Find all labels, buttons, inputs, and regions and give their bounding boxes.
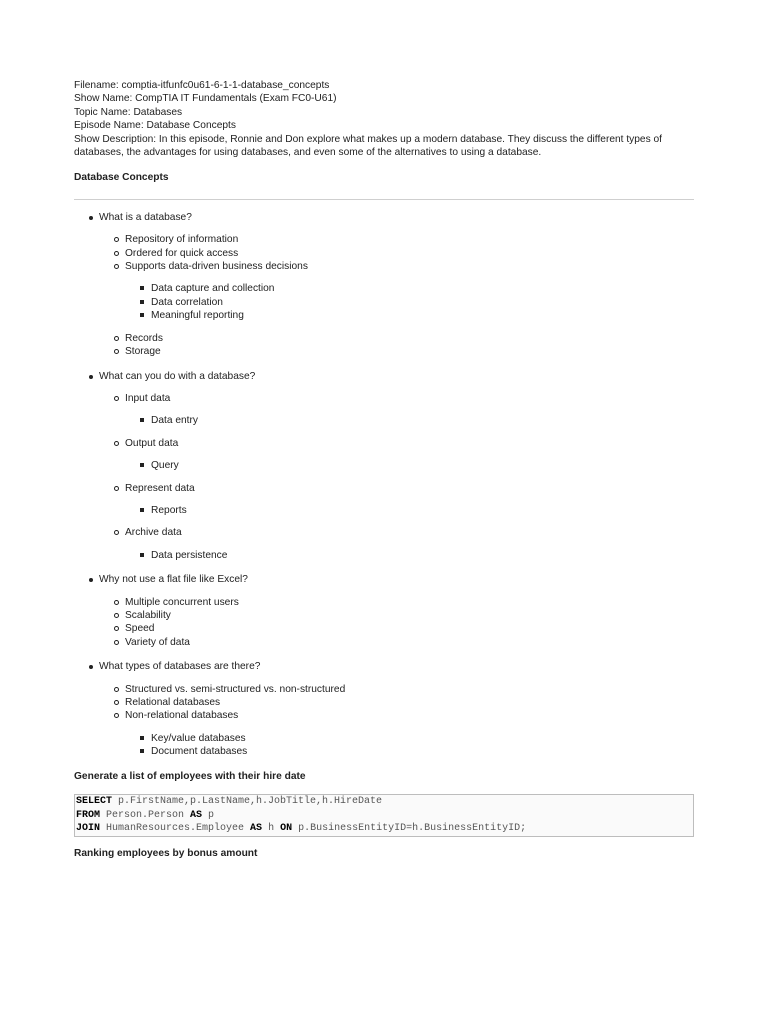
outline-detail-item [125, 504, 694, 517]
outline-detail-text: Data capture and collection [151, 283, 275, 295]
outline-item-text: What is a database? [99, 211, 192, 223]
outline-sublist [99, 683, 694, 759]
code-keyword: JOIN [76, 823, 101, 835]
outline-sublist [99, 392, 694, 562]
outline-subitem-text: Multiple concurrent users [125, 596, 239, 608]
outline-detail-item [125, 732, 694, 745]
outline-subitem [99, 526, 694, 562]
code-keyword: SELECT [76, 796, 113, 808]
outline-subitem-text: Variety of data [125, 636, 190, 648]
section-divider [74, 199, 694, 200]
outline-detail-item [125, 282, 694, 295]
outline-detail-item [125, 309, 694, 322]
outline-detail-list [125, 732, 694, 759]
code-keyword: ON [280, 823, 293, 835]
outline-sublist [99, 596, 694, 650]
outline-item-text: What can you do with a database? [99, 370, 256, 382]
outline-subitem [99, 622, 694, 635]
code-keyword: AS [250, 823, 263, 835]
outline-subitem-text: Structured vs. semi-structured vs. non-structured [125, 683, 346, 695]
code-text: p.BusinessEntityID=h.BusinessEntityID; [292, 823, 527, 835]
outline-subitem-text: Input data [125, 392, 171, 404]
show-description: Show Description: In this episode, Ronnie and Don explore what makes up a modern database. They discuss the different types of databases, the advantages for using databases, and even some of the alternatives to using a database. [74, 133, 663, 159]
code-line-1 [76, 795, 693, 809]
document-page [74, 79, 694, 860]
outline-subitem-text: Archive data [125, 527, 182, 539]
outline-detail-text: Document databases [151, 746, 248, 758]
outline-detail-list [125, 549, 694, 562]
outline-subitem-text: Relational databases [125, 697, 221, 708]
outline-subitem [99, 332, 694, 345]
outline-subitem-text: Non-relational databases [125, 710, 239, 722]
topic-name-line: Topic Name: Databases [74, 106, 183, 118]
code-line-3 [76, 822, 693, 836]
outline-detail-list [125, 459, 694, 472]
code-text: p [202, 809, 215, 821]
outline-subitem-text: Scalability [125, 609, 171, 621]
outline-detail-text: Data correlation [151, 296, 223, 308]
ranking-heading: Ranking employees by bonus amount [74, 847, 258, 859]
outline-sublist [99, 233, 694, 358]
code-keyword: AS [190, 809, 203, 821]
outline-subitem-text: Represent data [125, 482, 195, 494]
outline-subitem-text: Repository of information [125, 234, 239, 246]
outline-subitem [99, 233, 694, 246]
employees-heading: Generate a list of employees with their hire date [74, 770, 306, 782]
outline-detail-list [125, 414, 694, 427]
filename-line: Filename: comptia-itfunfc0u61-6-1-1-database_concepts [74, 80, 330, 91]
code-text: p.FirstName,p.LastName,h.JobTitle,h.HireDate [112, 796, 383, 808]
outline-subitem-text: Storage [125, 346, 161, 358]
outline-subitem [99, 609, 694, 622]
outline-subitem-text: Output data [125, 437, 179, 449]
outline-subitem [99, 437, 694, 473]
outline-subitem-text: Speed [125, 623, 155, 635]
outline-detail-item [125, 414, 694, 427]
outline-detail-text: Data entry [151, 415, 198, 427]
outline-subitem [99, 709, 694, 758]
code-text: h [262, 823, 281, 835]
outline-detail-text: Data persistence [151, 549, 228, 561]
outline-subitem [99, 696, 694, 709]
sql-code-block [74, 794, 694, 837]
outline-detail-item [125, 549, 694, 562]
episode-metadata [74, 79, 694, 159]
outline-detail-text: Meaningful reporting [151, 310, 244, 322]
code-text: Person.Person [100, 809, 191, 821]
outline-subitem [99, 392, 694, 428]
outline-item [74, 211, 694, 359]
outline-detail-list [125, 504, 694, 517]
outline-subitem [99, 482, 694, 518]
code-text: HumanResources.Employee [100, 823, 251, 835]
outline-item-text: Why not use a flat file like Excel? [99, 574, 248, 586]
outline-list [74, 211, 694, 759]
outline-detail-text: Reports [151, 504, 187, 516]
outline-detail-item [125, 745, 694, 758]
outline-subitem [99, 260, 694, 323]
outline-subitem-text: Ordered for quick access [125, 247, 239, 259]
outline-subitem [99, 596, 694, 609]
outline-subitem [99, 636, 694, 649]
outline-subitem [99, 247, 694, 260]
outline-subitem-text: Supports data-driven business decisions [125, 261, 308, 273]
show-name-line: Show Name: CompTIA IT Fundamentals (Exam FC0-U61) [74, 93, 337, 105]
outline-subitem [99, 683, 694, 696]
outline-detail-item [125, 459, 694, 472]
outline-detail-text: Query [151, 460, 179, 472]
outline-item [74, 660, 694, 758]
outline-subitem [99, 345, 694, 358]
outline-item [74, 370, 694, 563]
section-title: Database Concepts [74, 172, 169, 184]
code-keyword: FROM [76, 809, 101, 821]
episode-name-line: Episode Name: Database Concepts [74, 120, 236, 132]
outline-item [74, 573, 694, 649]
outline-subitem-text: Records [125, 332, 163, 344]
outline-detail-text: Key/value databases [151, 732, 246, 744]
code-line-2 [76, 809, 693, 823]
outline-item-text: What types of databases are there? [99, 661, 261, 673]
outline-detail-list [125, 282, 694, 322]
outline-detail-item [125, 296, 694, 309]
